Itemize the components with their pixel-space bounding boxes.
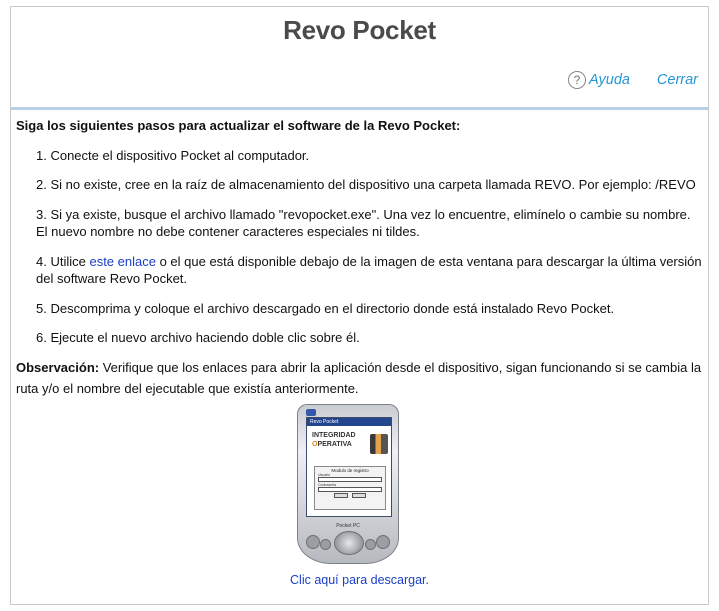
- page-title: Revo Pocket: [283, 15, 436, 45]
- download-inline-link[interactable]: este enlace: [89, 253, 156, 269]
- screen-logo: [312, 432, 388, 460]
- form-pass-label: Contraseña: [318, 483, 337, 487]
- step-3: 3. Si ya existe, busque el archivo llamado "revopocket.exe". Una vez lo encuentre, elimínelo o cambie su nombre. El nuevo nombre no debe contener caracteres especiales ni tildes.: [36, 206, 691, 239]
- step-1: 1. Conecte el dispositivo Pocket al computador.: [36, 147, 310, 163]
- form-user-field: [318, 477, 382, 482]
- header-divider: [11, 107, 708, 110]
- help-link[interactable]: [568, 71, 630, 89]
- observation-note: [16, 357, 704, 399]
- close-label: Cerrar: [656, 72, 698, 88]
- instructions: [16, 117, 704, 399]
- close-link[interactable]: [657, 71, 698, 89]
- note-text: Verifique que los enlaces para abrir la aplicación desde el dispositivo, sigan funcionando si se cambia la ruta y/o el nombre del ejecutable que existía anteriormente.: [16, 359, 702, 396]
- note-label: Observación:: [16, 359, 100, 375]
- step-4-suffix: o el que está disponible debajo de la imagen de esta ventana para descargar la última versión del software Revo Pocket.: [36, 253, 702, 286]
- download-link[interactable]: Clic aquí para descargar.: [290, 573, 429, 587]
- logo-badge-icon: [370, 434, 388, 454]
- device-button-icon: [365, 539, 376, 550]
- form-title: Modulo de registro: [331, 468, 369, 473]
- device-screen: [306, 417, 392, 517]
- device-body: [297, 404, 399, 564]
- steps-list: [16, 147, 704, 347]
- device-top-bar: [304, 409, 394, 417]
- device-label: Pocket PC: [336, 523, 360, 529]
- hp-logo-icon: [306, 409, 316, 416]
- device-button-icon: [320, 539, 331, 550]
- device-button-icon: [306, 535, 320, 549]
- step-4-prefix: 4. Utilice: [36, 253, 90, 269]
- form-user-label: Usuario: [318, 473, 331, 477]
- question-circle-icon: ?: [568, 71, 586, 89]
- screen-titlebar: Revo Pocket: [307, 418, 391, 426]
- step-6: 6. Ejecute el nuevo archivo haciendo doble clic sobre él.: [36, 330, 360, 345]
- dialog-header: [11, 7, 708, 109]
- step-5: 5. Descomprima y coloque el archivo descargado en el directorio donde está instalado Revo Pocket.: [36, 300, 615, 316]
- instructions-intro: Siga los siguientes pasos para actualizar el software de la Revo Pocket:: [16, 118, 461, 133]
- logo-line-1: INTEGRIDAD: [312, 432, 356, 439]
- form-buttons: [315, 493, 385, 498]
- device-dpad-icon: [334, 531, 364, 555]
- screen-login-form: [314, 466, 386, 510]
- step-2: 2. Si no existe, cree en la raíz de almacenamiento del dispositivo una carpeta llamada REVO. Por ejemplo: /REVO: [36, 177, 696, 192]
- device-button-icon: [376, 535, 390, 549]
- form-pass-field: [318, 487, 382, 492]
- help-label: Ayuda: [589, 72, 630, 88]
- pocket-device-image: [297, 404, 399, 566]
- step-4: [16, 253, 704, 288]
- logo-line-2: OPERATIVA: [312, 441, 352, 448]
